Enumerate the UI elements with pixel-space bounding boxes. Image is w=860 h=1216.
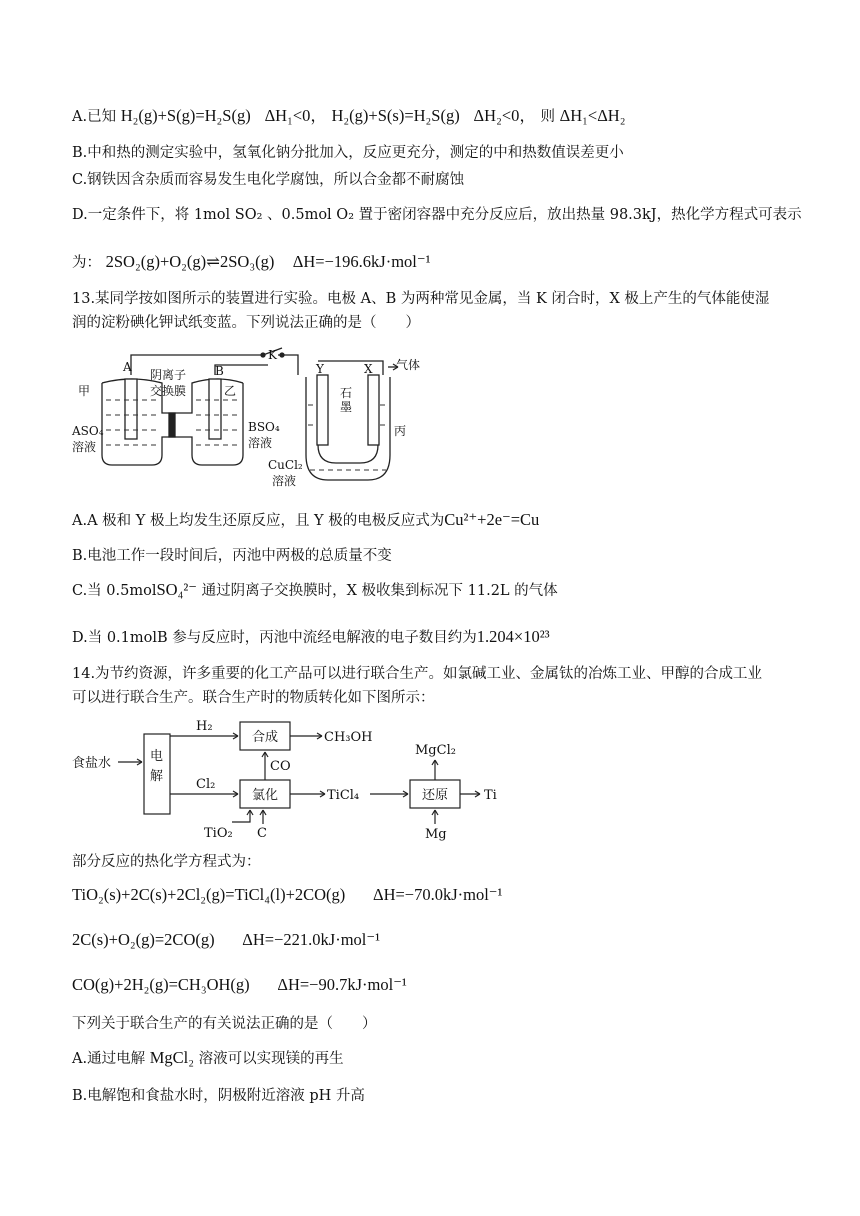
q13-c-ion: SO₄²⁻ — [156, 580, 197, 599]
q13-a-equation: Cu²⁺+2e⁻=Cu — [444, 510, 540, 529]
q12-option-a: A.已知 H₂(g)+S(g)=H₂S(g) ΔH₁<0， H₂(g)+S(s)=H₂S(g) ΔH₂<0， 则 ΔH₁<ΔH₂ — [72, 106, 626, 125]
q12-a-dh1: ΔH₁<0， — [264, 106, 327, 125]
q14-stem-line1: 14.为节约资源，许多重要的化工产品可以进行联合生产。如氯碱工业、金属钛的冶炼工业、甲醇的合成工业 — [72, 666, 763, 682]
q14-option-b: B.电解饱和食盐水时，阴极附近溶液 pH 升高 — [72, 1088, 365, 1104]
q14-thermo-intro: 部分反应的热化学方程式为： — [72, 854, 261, 870]
q13-option-a: A.A 极和 Y 极上均发生还原反应，且 Y 极的电极反应式为Cu²⁺+2e⁻=Cu — [72, 510, 540, 529]
flow-tio2: TiO₂ — [204, 826, 233, 841]
flow-reduction: 还原 — [422, 788, 449, 803]
flow-c: C — [257, 826, 267, 841]
flow-electrolysis-1: 电 — [150, 749, 164, 764]
flow-synthesis: 合成 — [252, 730, 279, 745]
flow-brine: 食盐水 — [72, 756, 112, 771]
label-bing: 丙 — [394, 424, 407, 438]
flow-cl2: Cl₂ — [196, 777, 216, 792]
label-aso4: ASO₄ — [72, 424, 104, 438]
q13-option-b: B.电池工作一段时间后，丙池中两极的总质量不变 — [72, 548, 392, 564]
q14-equation-3: CO(g)+2H₂(g)=CH₃OH(g) ΔH=−90.7kJ·mol⁻¹ — [72, 975, 407, 994]
flow-co: CO — [270, 759, 291, 774]
q13-d-number: 1.204×10²³ — [476, 627, 550, 646]
q12-a-dh2: ΔH₂<0， — [473, 106, 536, 125]
q14-flow-diagram — [70, 712, 510, 847]
label-k: K — [268, 348, 277, 362]
label-graphite-1: 石 — [340, 386, 353, 400]
flow-ti: Ti — [484, 788, 497, 803]
q12-a-equation-1: H₂(g)+S(g)=H₂S(g) — [120, 106, 251, 125]
label-x: X — [364, 362, 373, 376]
flow-ticl4: TiCl₄ — [327, 788, 360, 803]
q12-option-d-line2: 为： 2SO₂(g)+O₂(g)⇌2SO₃(g) ΔH=−196.6kJ·mol⁻¹ — [72, 252, 431, 271]
label-graphite-2: 墨 — [340, 400, 353, 414]
label-aso4-solution: 溶液 — [72, 440, 97, 454]
label-b: B — [215, 364, 224, 378]
flow-electrolysis-2: 解 — [150, 769, 164, 784]
q14-equation-1: TiO₂(s)+2C(s)+2Cl₂(g)=TiCl₄(l)+2CO(g) ΔH=−70.0kJ·mol⁻¹ — [72, 885, 503, 904]
q14-eq2-dh: ΔH=−221.0kJ·mol⁻¹ — [242, 930, 381, 949]
q12-a-compare: ΔH₁<ΔH₂ — [559, 106, 626, 125]
q12-d-dh: ΔH=−196.6kJ·mol⁻¹ — [292, 252, 431, 271]
label-cucl2: CuCl₂ — [268, 458, 303, 472]
label-membrane-1: 阴离子 — [150, 368, 187, 382]
label-bso4: BSO₄ — [248, 420, 280, 434]
q12-option-d-line1: D.一定条件下，将 1mol SO₂ 、0.5mol O₂ 置于密闭容器中充分反应后，放出热量 98.3kJ，热化学方程式可表示 — [72, 207, 802, 223]
q13-stem-line1: 13.某同学按如图所示的装置进行实验。电极 A、B 为两种常见金属，当 K 闭合时，X 极上产生的气体能使湿 — [72, 291, 770, 307]
q14-eq3-dh: ΔH=−90.7kJ·mol⁻¹ — [277, 975, 407, 994]
q12-a-equation-2: H₂(g)+S(s)=H₂S(g) — [331, 106, 460, 125]
q14-eq1-dh: ΔH=−70.0kJ·mol⁻¹ — [372, 885, 503, 904]
q13-option-c: C.当 0.5molSO₄²⁻ 通过阴离子交换膜时，X 极收集到标况下 11.2L 的气体 — [72, 580, 558, 599]
label-bso4-solution: 溶液 — [248, 436, 273, 450]
q12-option-c: C.钢铁因含杂质而容易发生电化学腐蚀，所以合金都不耐腐蚀 — [72, 172, 465, 188]
label-membrane-2: 交换膜 — [150, 384, 187, 398]
q14-question: 下列关于联合生产的有关说法正确的是（ ） — [72, 1016, 377, 1032]
q14-stem-line2: 可以进行联合生产。联合生产时的物质转化如下图所示： — [72, 690, 435, 706]
flow-mg: Mg — [425, 827, 447, 842]
label-gas: 气体 — [396, 358, 421, 372]
q13-stem-line2: 润的淀粉碘化钾试纸变蓝。下列说法正确的是（ ） — [72, 315, 420, 331]
label-yi: 乙 — [224, 384, 237, 398]
flow-h2: H₂ — [196, 719, 213, 734]
q13-option-d: D.当 0.1molB 参与反应时，丙池中流经电解液的电子数目约为1.204×10²³ — [72, 627, 550, 646]
q14-option-a: A.通过电解 MgCl₂ 溶液可以实现镁的再生 — [72, 1048, 344, 1067]
flow-mgcl2: MgCl₂ — [415, 743, 456, 758]
q14-equation-2: 2C(s)+O₂(g)=2CO(g) ΔH=−221.0kJ·mol⁻¹ — [72, 930, 381, 949]
q12-d-equation: 2SO₂(g)+O₂(g)⇌2SO₃(g) — [105, 252, 275, 271]
q14-a-chem: MgCl₂ — [149, 1048, 194, 1067]
q13-electrochem-diagram — [68, 345, 428, 495]
flow-chlorination: 氯化 — [252, 788, 279, 803]
label-cucl2-solution: 溶液 — [272, 474, 297, 488]
flow-ch3oh: CH₃OH — [324, 730, 373, 745]
label-y: Y — [316, 362, 324, 376]
q12-option-b: B.中和热的测定实验中，氢氧化钠分批加入，反应更充分，测定的中和热数值误差更小 — [72, 145, 624, 161]
label-a: A — [123, 360, 132, 374]
label-jia: 甲 — [78, 384, 91, 398]
